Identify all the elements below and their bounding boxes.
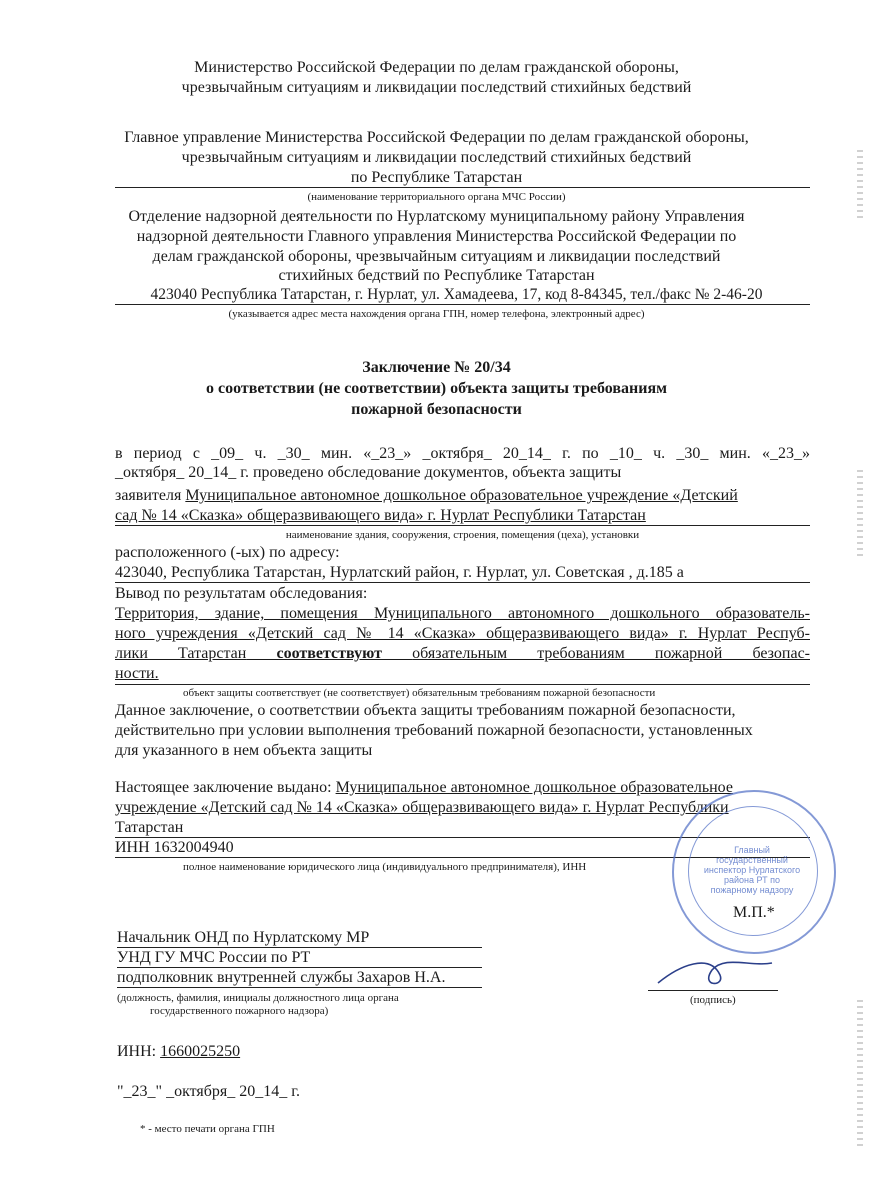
ministry-line-2: чрезвычайным ситуациям и ликвидации последствий стихийных бедствий xyxy=(181,79,692,96)
applicant-label: заявителя xyxy=(115,487,182,504)
signatory-position-2: УНД ГУ МЧС России по РТ xyxy=(117,949,311,966)
department-caption: (указывается адрес места нахождения органа ГПН, номер телефона, электронный адрес) xyxy=(228,308,645,320)
applicant-caption: наименование здания, сооружения, строения, помещения (цеха), установки xyxy=(285,529,640,541)
directorate-line-1: Главное управление Министерства Российской Федерации по делам гражданской обороны, xyxy=(124,129,749,146)
doc-date: "_23_" _октября_ 20_14_ г. xyxy=(117,1083,301,1100)
divider xyxy=(115,525,810,526)
divider xyxy=(115,684,810,685)
conclusion-object: лики Татарстан xyxy=(115,645,247,662)
conclusion-text-3 xyxy=(115,644,810,664)
location-address: 423040, Республика Татарстан, Нурлатский район, г. Нурлат, ул. Советская , д.185 а xyxy=(115,564,684,581)
doc-title-subject: о соответствии (не соответствии) объекта защиты требованиям xyxy=(205,380,668,397)
footnote: * - место печати органа ГПН xyxy=(140,1123,275,1135)
divider xyxy=(115,582,810,583)
org-inn-value: 1660025250 xyxy=(160,1043,241,1060)
signature-caption: (подпись) xyxy=(690,994,736,1006)
signature-line xyxy=(648,990,778,991)
issued-to-block xyxy=(115,778,810,798)
department-line-1: Отделение надзорной деятельности по Нурлатскому муниципальному району Управления xyxy=(128,208,745,225)
org-inn-label: ИНН: xyxy=(117,1043,157,1060)
signature-scribble xyxy=(650,945,780,995)
applicant-name: Муниципальное автономное дошкольное образовательное учреждение «Детский xyxy=(185,487,738,504)
issued-to-name: Муниципальное автономное дошкольное образовательное xyxy=(335,779,733,796)
divider xyxy=(115,187,810,188)
issued-to-label: Настоящее заключение выдано: xyxy=(115,779,332,796)
conclusion-verdict: соответствуют xyxy=(276,645,382,662)
issued-to-caption: полное наименование юридического лица (индивидуального предпринимателя), ИНН xyxy=(183,861,587,873)
conclusion-text-1: Территория, здание, помещения Муниципального автономного дошкольного образователь- xyxy=(115,605,810,622)
signatory-caption-1: (должность, фамилия, инициалы должностного лица органа xyxy=(117,992,399,1004)
applicant-block xyxy=(115,486,810,506)
validity-text-3: для указанного в нем объекта защиты xyxy=(115,742,373,759)
signatory-position-1: Начальник ОНД по Нурлатскому МР xyxy=(117,929,370,946)
directorate-line-2: чрезвычайным ситуациям и ликвидации последствий стихийных бедствий xyxy=(181,149,692,166)
signatory-caption-2: государственного пожарного надзора) xyxy=(150,1005,329,1017)
divider xyxy=(115,304,810,305)
department-address: 423040 Республика Татарстан, г. Нурлат, ул. Хамадеева, 17, код 8-84345, тел./факс № 2-46-20 xyxy=(150,286,763,303)
validity-text-2: действительно при условии выполнения требований пожарной безопасности, установленных xyxy=(115,722,753,739)
location-label: расположенного (-ых) по адресу: xyxy=(115,544,340,561)
issued-to-name-3: Татарстан xyxy=(115,819,184,836)
inspection-period-2 xyxy=(115,463,810,483)
issued-to-name-2: учреждение «Детский сад № 14 «Сказка» общеразвивающего вида» г. Нурлат Республики xyxy=(115,799,729,816)
ministry-line-1: Министерство Российской Федерации по делам гражданской обороны, xyxy=(194,59,679,76)
doc-title-subject-2: пожарной безопасности xyxy=(351,401,522,418)
conclusion-requirements: обязательным требованиям пожарной безопас- xyxy=(412,645,810,662)
signatory-name: подполковник внутренней службы Захаров Н.А. xyxy=(117,969,446,986)
conclusion-label: Вывод по результатам обследования: xyxy=(115,585,368,602)
scan-artifact xyxy=(857,1000,863,1150)
directorate-line-3: по Республике Татарстан xyxy=(350,169,523,186)
directorate-caption: (наименование территориального органа МЧС России) xyxy=(307,191,566,203)
stamp-text: Главный государственный инспектор Нурлатского района РТ по пожарному надзору xyxy=(703,845,801,895)
scan-artifact xyxy=(857,150,863,220)
scan-artifact xyxy=(857,470,863,560)
conclusion-text-2: ного учреждения «Детский сад № 14 «Сказка» общеразвивающего вида» г. Нурлат Респуб- xyxy=(115,625,810,642)
conclusion-caption: объект защиты соответствует (не соответствует) обязательным требованиям пожарной безопасности xyxy=(183,687,656,699)
applicant-name-2: сад № 14 «Сказка» общеразвивающего вида» г. Нурлат Республики Татарстан xyxy=(115,507,646,524)
validity-text-1: Данное заключение, о соответствии объекта защиты требованиям пожарной безопасности, xyxy=(115,702,736,719)
stamp-mark: М.П.* xyxy=(733,904,775,921)
period-end-date: _октября_ 20_14_ xyxy=(115,464,237,481)
doc-title-number: Заключение № 20/34 xyxy=(362,359,511,376)
department-line-4: стихийных бедствий по Республике Татарстан xyxy=(278,267,595,284)
department-line-3: делам гражданской обороны, чрезвычайным ситуациям и ликвидации последствий xyxy=(152,248,721,265)
inspection-period: в период с _09_ ч. _30_ мин. «_23_» _октября_ 20_14_ г. по _10_ ч. _30_ мин. «_23_» xyxy=(115,445,810,462)
divider xyxy=(117,987,482,988)
issued-to-inn: ИНН 1632004940 xyxy=(115,839,234,856)
org-inn xyxy=(117,1042,240,1062)
department-line-2: надзорной деятельности Главного управления Министерства Российской Федерации по xyxy=(136,228,737,245)
period-description: г. проведено обследование документов, объекта защиты xyxy=(240,464,622,481)
conclusion-text-4: ности. xyxy=(115,665,159,682)
